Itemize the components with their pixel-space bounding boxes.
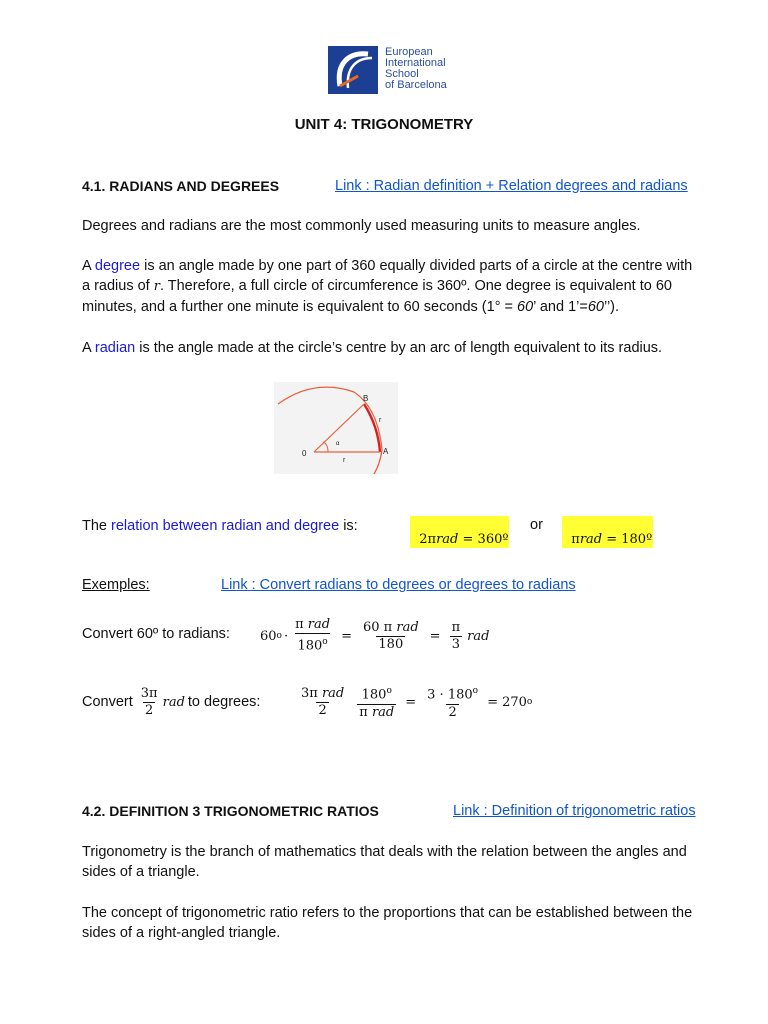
label-a: A	[383, 447, 389, 456]
fraction	[357, 683, 396, 720]
text: 60	[517, 299, 534, 315]
text: The concept of trigonometric ratio refers to the proportions that can be established between the	[82, 905, 693, 921]
text: 180	[378, 636, 404, 652]
fraction	[139, 686, 160, 719]
fraction	[450, 620, 463, 653]
label-alpha: α	[336, 441, 340, 447]
text: π	[571, 532, 580, 547]
trigonometry-paragraph	[82, 842, 687, 882]
text: 2π	[419, 532, 437, 547]
text: 3π	[301, 685, 318, 701]
text: = 180º	[602, 532, 653, 547]
text: A	[82, 340, 95, 356]
text: rad	[321, 685, 345, 701]
example-1-equation	[260, 616, 489, 656]
link-convert-radians[interactable]: Link : Convert radians to degrees or degrees to radians	[221, 577, 576, 593]
example-1-label: Convert 60º to radians:	[82, 626, 230, 642]
text: ’’).	[603, 299, 620, 315]
logo-text: European International School of Barcelona	[385, 46, 447, 91]
text: rad	[396, 619, 419, 635]
fraction	[293, 617, 332, 654]
example-2-label	[82, 682, 260, 722]
text: =	[405, 694, 417, 710]
radius-symbol: r	[153, 279, 160, 294]
logo-emblem-icon	[328, 46, 378, 94]
label-r-arc: r	[379, 417, 382, 424]
examples-label: Exemples:	[82, 577, 150, 593]
text: 3	[451, 636, 460, 652]
text: 2	[318, 702, 327, 718]
text: a radius of	[82, 278, 154, 294]
text: rad	[436, 532, 459, 547]
text: o	[276, 631, 282, 641]
text: is an angle made by one part of 360 equally divided parts of a circle at the centre with	[140, 258, 693, 274]
text: Trigonometry is the branch of mathematics that deals with the relation between the angles and	[82, 844, 687, 860]
text: A	[82, 258, 95, 274]
text: π	[359, 704, 368, 720]
text: o	[322, 637, 328, 648]
text: 180	[361, 687, 387, 703]
degree-paragraph	[82, 256, 692, 317]
relation-term: relation between radian and degree	[111, 518, 340, 534]
text: is the angle made at the circle’s centre by an arc of length equivalent to its radius.	[135, 340, 663, 356]
label-b: B	[363, 394, 369, 403]
text: The	[82, 518, 112, 534]
text: is:	[339, 518, 358, 534]
text: o	[386, 686, 392, 697]
ratio-concept-paragraph	[82, 903, 692, 943]
label-r-base: r	[343, 457, 346, 464]
text: rad	[371, 704, 395, 720]
text: . Therefore, a full circle of circumference is 360º. One degree is equivalent to 60	[159, 278, 672, 294]
radian-term: radian	[94, 340, 136, 356]
text: o	[472, 686, 479, 697]
text: ’ and 1’=	[533, 299, 588, 315]
text: rad	[467, 628, 490, 644]
text: =	[429, 628, 441, 644]
text: rad	[162, 694, 185, 710]
text: 60	[587, 299, 604, 315]
fraction	[361, 620, 421, 653]
text: 180	[297, 638, 323, 654]
text: o	[526, 697, 533, 707]
relation-line	[82, 516, 358, 536]
link-radian-definition[interactable]: Link : Radian definition + Relation degrees and radians	[335, 178, 688, 194]
radian-paragraph	[82, 338, 662, 358]
intro-paragraph: Degrees and radians are the most commonly used measuring units to measure angles.	[82, 218, 641, 234]
relation-equation-1	[410, 516, 509, 548]
radian-diagram	[274, 382, 398, 474]
fraction	[425, 683, 480, 720]
text: sides of a right-angled triangle.	[82, 925, 281, 941]
text: 3 · 180	[427, 687, 473, 703]
text: rad	[579, 532, 603, 547]
relation-equation-2	[562, 516, 653, 548]
link-trig-ratios[interactable]: Link : Definition of trigonometric ratios	[453, 803, 696, 819]
section-heading-radians-degrees: 4.1. RADIANS AND DEGREES	[82, 178, 280, 194]
text: = 360º	[458, 532, 509, 547]
text: = 270	[487, 694, 527, 710]
text: π	[295, 617, 304, 633]
page-title: UNIT 4: TRIGONOMETRY	[294, 116, 474, 133]
text: 2	[448, 704, 457, 720]
section-heading-trig-ratios: 4.2. DEFINITION 3 TRIGONOMETRIC RATIOS	[82, 803, 379, 819]
text: minutes, and a further one minute is equivalent to 60 seconds (1° =	[82, 299, 518, 315]
text: 2	[145, 702, 154, 718]
label-origin: 0	[302, 449, 307, 458]
example-2-equation	[296, 682, 532, 722]
text: 60 π	[363, 619, 393, 635]
fraction	[299, 686, 346, 719]
text: ·	[283, 628, 289, 644]
relation-or: or	[530, 517, 543, 533]
text: =	[341, 628, 352, 644]
text: rad	[307, 617, 331, 633]
text: Convert	[82, 694, 133, 710]
text: π	[451, 619, 461, 635]
text: sides of a triangle.	[82, 864, 200, 880]
school-logo	[328, 46, 468, 96]
text: 3π	[140, 685, 158, 701]
text: to degrees:	[187, 694, 261, 710]
degree-term: degree	[94, 258, 141, 274]
text: 60	[260, 628, 277, 644]
